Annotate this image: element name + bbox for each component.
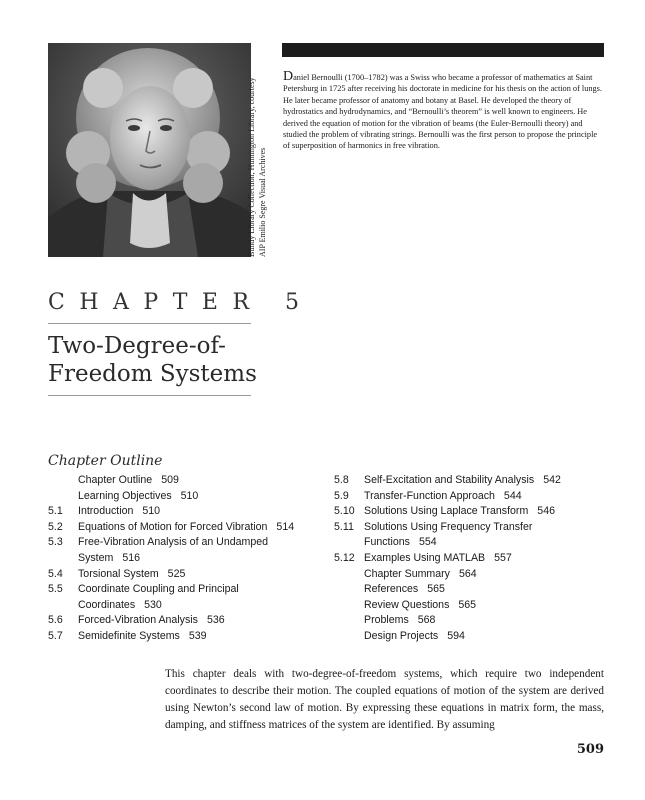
divider-bottom (48, 395, 251, 396)
image-credit-line1: Bundy Library Collection, Huntington Library, courtesy (247, 77, 256, 257)
outline-entry-title-continued: Coordinates (78, 598, 136, 611)
outline-entry (334, 473, 574, 489)
outline-entry-title: Solutions Using Laplace Transform (364, 505, 529, 518)
outline-entry-text (78, 613, 318, 629)
image-credit (247, 43, 279, 257)
outline-entry-text (364, 520, 574, 551)
outline-entry-page: 542 (543, 474, 561, 486)
outline-entry (334, 598, 574, 614)
outline-entry-number: 5.7 (48, 629, 63, 642)
outline-entry-title-continued: System (78, 551, 114, 564)
outline-entry (334, 551, 574, 567)
outline-entry-title: References (364, 583, 419, 596)
outline-entry-page: 546 (537, 505, 555, 518)
chapter-title-line1: Two-Degree-of- (48, 333, 226, 359)
chapter-label: CHAPTER 5 (48, 290, 314, 315)
biography-paragraph (283, 69, 603, 152)
outline-entry-text (364, 629, 574, 645)
outline-entry-title: Examples Using MATLAB (364, 551, 486, 564)
outline-entry-text (78, 473, 318, 489)
outline-entry-text (364, 551, 574, 567)
outline-entry-text (78, 582, 318, 613)
outline-entry-number: 5.4 (48, 567, 63, 580)
outline-entry-text (78, 504, 318, 520)
outline-left-column (48, 473, 318, 645)
outline-entry-text (364, 582, 574, 598)
divider-top (48, 323, 251, 324)
outline-entry-text (364, 598, 574, 614)
outline-entry-page: 510 (180, 489, 199, 502)
outline-right-column (334, 473, 574, 645)
outline-entry-page: 564 (458, 567, 477, 580)
outline-entry-title-continued: Functions (364, 536, 410, 549)
outline-entry-number: 5.10 (334, 505, 355, 518)
outline-entry-page: 516 (122, 551, 141, 564)
outline-entry (48, 520, 318, 536)
outline-entry-title: Problems (364, 614, 409, 627)
outline-entry-title: Torsional System (78, 567, 159, 580)
outline-entry (334, 582, 574, 598)
outline-entry-text (78, 520, 318, 536)
outline-entry-text (364, 613, 574, 629)
outline-entry-title: Review Questions (364, 598, 450, 611)
outline-entry-number: 5.8 (334, 474, 349, 486)
header-bar (282, 43, 604, 57)
outline-entry-text (364, 473, 574, 489)
outline-entry-title: Learning Objectives (78, 489, 172, 502)
outline-entry (334, 567, 574, 583)
outline-entry-text (78, 489, 318, 505)
image-credit-line2: AIP Emilio Segre Visual Archives (258, 147, 267, 257)
outline-entry-number: 5.2 (48, 520, 63, 533)
outline-entry-page: 530 (144, 598, 162, 611)
outline-entry-text (364, 567, 574, 583)
outline-entry-page: 568 (417, 614, 436, 627)
outline-entry-text (78, 629, 318, 645)
outline-entry-number: 5.11 (334, 520, 354, 533)
outline-heading: Chapter Outline (48, 453, 163, 469)
outline-entry-text (364, 489, 574, 505)
outline-entry-page: 554 (418, 536, 437, 549)
outline-entry (48, 489, 318, 505)
outline-entry-title: Introduction (78, 505, 134, 518)
portrait-drawing (48, 43, 251, 257)
outline-entry-page: 594 (447, 629, 465, 642)
chapter-title-line2: Freedom Systems (48, 361, 257, 387)
outline-entry-page: 536 (206, 614, 225, 627)
outline-entry-title: Coordinate Coupling and Principal (78, 583, 239, 596)
outline-entry-page: 544 (503, 489, 522, 502)
outline-entry-title: Forced-Vibration Analysis (78, 614, 198, 627)
outline-entry-page: 510 (142, 505, 161, 518)
outline-entry (334, 504, 574, 520)
outline-entry-title: Self-Excitation and Stability Analysis (364, 474, 535, 486)
outline-entry-title: Solutions Using Frequency Transfer (364, 520, 533, 533)
outline-entry-number: 5.1 (48, 505, 63, 518)
outline-entry-number: 5.12 (334, 551, 355, 564)
outline-entry-title: Chapter Outline (78, 474, 153, 486)
outline-entry (334, 629, 574, 645)
outline-entry-page: 509 (161, 474, 179, 486)
outline-entry (48, 567, 318, 583)
outline-entry-number: 5.6 (48, 614, 63, 627)
outline-entry-page: 539 (188, 629, 207, 642)
outline-entry-page: 565 (458, 598, 477, 611)
outline-entry (334, 489, 574, 505)
outline-entry (48, 473, 318, 489)
drop-cap: D (283, 69, 294, 84)
outline-entry-page: 565 (427, 583, 445, 596)
outline-entry-page: 514 (276, 520, 295, 533)
outline-entry-title: Transfer-Function Approach (364, 489, 495, 502)
outline-entry-text (364, 504, 574, 520)
outline-entry-page: 557 (494, 551, 512, 564)
outline-entry-text (78, 567, 318, 583)
outline-entry (48, 629, 318, 645)
outline-entry (48, 582, 318, 613)
outline-entry (48, 535, 318, 566)
outline-entry-title: Free-Vibration Analysis of an Undamped (78, 536, 269, 549)
chapter-title (48, 332, 308, 388)
outline-entry-text (78, 535, 318, 566)
outline-entry-number: 5.3 (48, 536, 63, 549)
outline-entry-title: Design Projects (364, 629, 439, 642)
outline-entry-title: Semidefinite Systems (78, 629, 180, 642)
outline-entry (334, 613, 574, 629)
outline-entry-number: 5.9 (334, 489, 349, 502)
page-number: 509 (576, 742, 604, 757)
biography-text: aniel Bernoulli (1700–1782) was a Swiss who became a professor of mathematics at Saint Petersburg in 1725 after receiving his doctorate in medicine for his thesis on the action of lungs. He later became professor of anatomy and botany at Basel. He developed the theory of hydrostatics and hydrodynamics, and “Bernoulli’s theorem” is well known to engineers. He derived the equation of motion for the vibration of beams (the Euler-Bernoulli theory) and studied the problem of vibrating strings. Bernoulli was the first person to propose the principle of superposition of harmonics in free vibration. (283, 73, 602, 151)
outline-entry (48, 504, 318, 520)
outline-entry-page: 525 (167, 567, 186, 580)
outline-entry-title: Equations of Motion for Forced Vibration (78, 520, 268, 533)
outline-entry (334, 520, 574, 551)
outline-entry-title: Chapter Summary (364, 567, 450, 580)
outline-entry-number: 5.5 (48, 583, 63, 596)
outline-entry (48, 613, 318, 629)
body-paragraph: This chapter deals with two-degree-of-freedom systems, which require two independent coordinates to describe their motion. The coupled equations of motion of the system are derived using Newton’s second law of motion. By expressing these equations in matrix form, the mass, damping, and stiffness matrices of the system are identified. By assuming (165, 668, 604, 731)
portrait-image (48, 43, 251, 257)
